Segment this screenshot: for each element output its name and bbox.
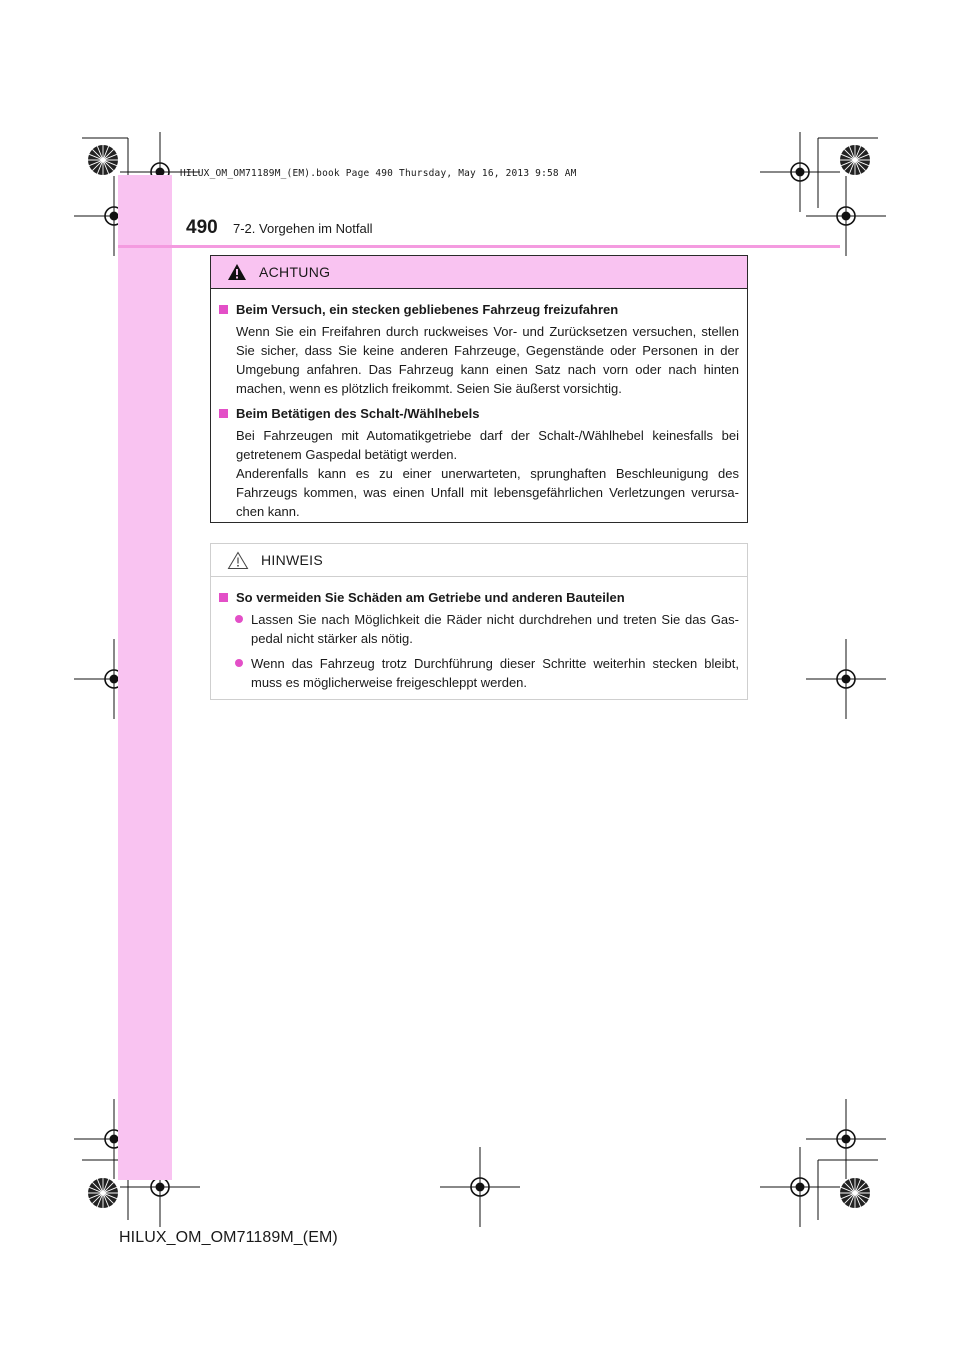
warning-box [210, 255, 748, 523]
warning-section-text: Bei Fahrzeugen mit Automatikgetriebe darf der Schalt-/Wählhebel keinesfalls bei getretenem Gaspedal betätigt werden. [236, 428, 739, 462]
round-bullet-icon [235, 615, 243, 623]
notice-box [210, 543, 748, 700]
chapter-side-strip [118, 175, 172, 1180]
square-bullet-icon [219, 305, 228, 314]
book-info-slug: HILUX_OM_OM71189M_(EM).book Page 490 Thursday, May 16, 2013 9:58 AM [180, 168, 577, 179]
list-item: Lassen Sie nach Möglichkeit die Räder nicht durchdrehen und treten Sie das Gas-pedal nicht stärker als nötig. [219, 610, 739, 648]
warning-section-text: Anderenfalls kann es zu einer unerwarteten, sprunghaften Beschleunigung des Fahrzeugs kommen, was einen Unfall mit lebensgefährlichen Verletzungen verursa-chen kann. [236, 466, 739, 519]
warning-section-text: Wenn Sie ein Freifahren durch ruckweises Vor- und Zurücksetzen versuchen, stellen Sie sicher, dass Sie keine anderen Fahrzeuge, Gegenstände oder Personen in der Umgebung anfahren. Das Fahrzeug kann einen Satz nach vorn oder nach hinten machen, wenn es plötzlich freikommt. Seien Sie äußerst vorsichtig. [236, 324, 739, 396]
notice-heading: So vermeiden Sie Schäden am Getriebe und anderen Bauteilen [219, 588, 739, 607]
notice-box-body [211, 577, 747, 692]
square-bullet-icon [219, 593, 228, 602]
warning-box-title: ACHTUNG [259, 263, 331, 280]
footer-doc-code: HILUX_OM_OM71189M_(EM) [119, 1229, 338, 1246]
list-item: Wenn das Fahrzeug trotz Durchführung dieser Schritte weiterhin stecken bleibt, muss es möglicherweise freigeschleppt werden. [219, 654, 739, 692]
section-title: 7-2. Vorgehen im Notfall [233, 221, 373, 236]
round-bullet-icon [235, 659, 243, 667]
square-bullet-icon [219, 409, 228, 418]
notice-box-title: HINWEIS [261, 551, 323, 568]
warning-triangle-icon [227, 263, 247, 281]
page-number: 490 [186, 217, 218, 238]
warning-box-header [211, 256, 747, 289]
notice-box-header [211, 544, 747, 577]
warning-section-heading: Beim Betätigen des Schalt-/Wählhebels [219, 404, 739, 423]
warning-box-body [211, 289, 747, 521]
caution-triangle-outline-icon [227, 551, 249, 570]
header-rule [118, 245, 840, 248]
warning-section-heading: Beim Versuch, ein stecken gebliebenes Fahrzeug freizufahren [219, 300, 739, 319]
